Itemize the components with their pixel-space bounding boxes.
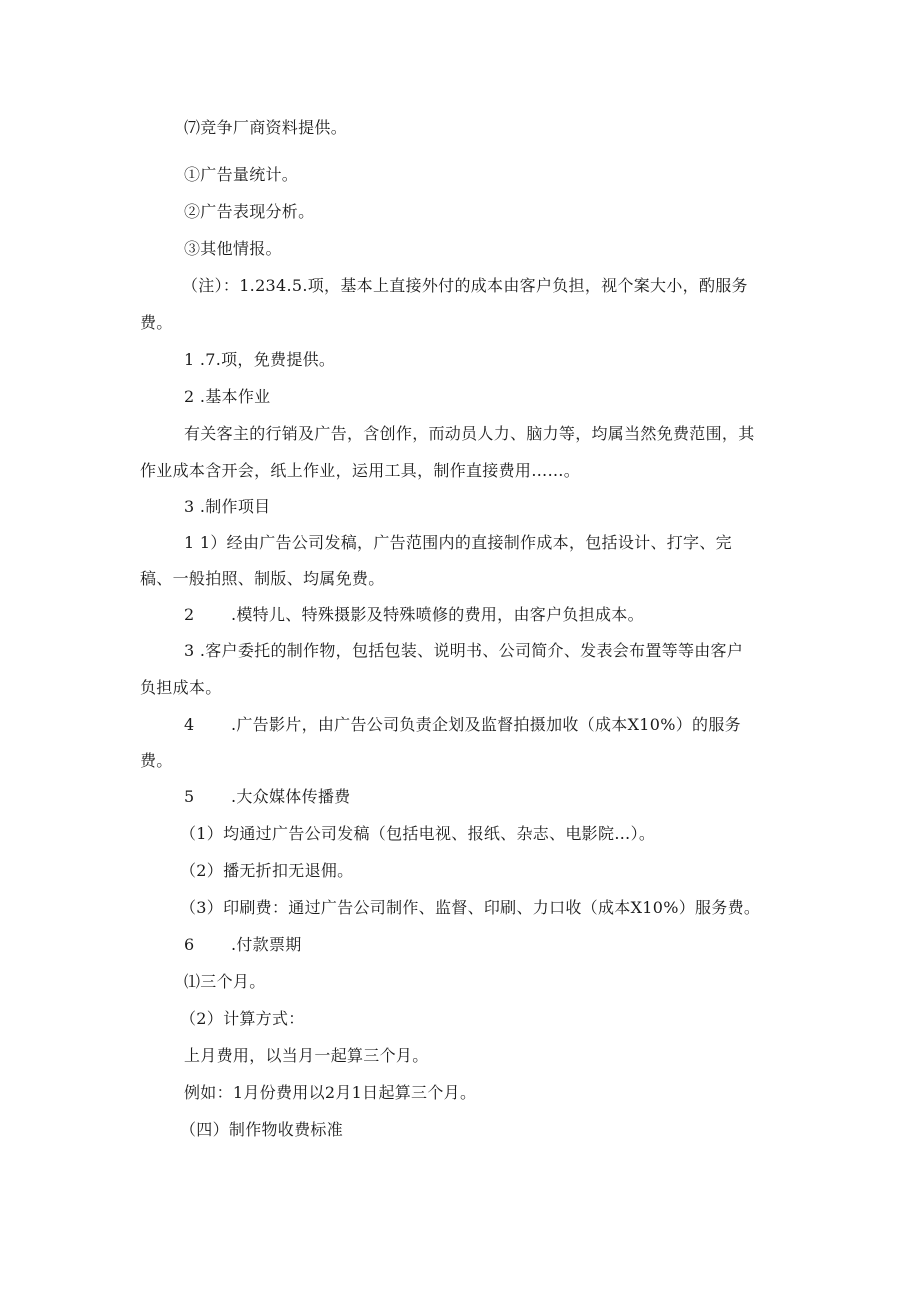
list-text: .模特儿、特殊摄影及特殊喷修的费用，由客户负担成本。 [231, 605, 644, 624]
text-line: ③其他情报。 [184, 239, 282, 258]
section-heading: （四）制作物收费标准 [180, 1120, 344, 1139]
list-text: .广告影片，由广告公司负责企划及监督拍摄加收（成本X10%）的服务 [231, 715, 741, 734]
text-line: 3 .客户委托的制作物，包括包装、说明书、公司简介、发表会布置等等由客户 [184, 641, 744, 660]
list-number: 2 [184, 605, 195, 624]
section-heading: 2 .基本作业 [184, 387, 271, 406]
list-text: .付款票期 [231, 935, 302, 954]
text-line: （2）播无折扣无退佣。 [180, 861, 354, 880]
text-line: 有关客主的行销及广告，含创作，而动员人力、脑力等，均属当然免费范围，其 [184, 424, 755, 443]
list-number: 6 [184, 935, 195, 954]
text-line: 稿、一般拍照、制版、均属免费。 [140, 569, 385, 588]
text-line: 负担成本。 [140, 678, 222, 697]
text-line: ⑺竞争厂商资料提供。 [184, 118, 348, 137]
list-item [184, 787, 351, 807]
list-item [184, 605, 644, 625]
section-heading: 3 .制作项目 [184, 497, 271, 516]
text-line: （注）：1.234.5.项，基本上直接外付的成本由客户负担，视个案大小，酌服务 [182, 276, 748, 295]
text-line: 上月费用，以当月一起算三个月。 [184, 1046, 429, 1065]
text-line: 作业成本含开会，纸上作业，运用工具，制作直接费用……。 [140, 461, 581, 480]
list-number: 4 [184, 715, 195, 734]
text-line: 例如：1月份费用以2月1日起算三个月。 [184, 1083, 477, 1102]
text-line: ②广告表现分析。 [184, 202, 315, 221]
list-number: 5 [184, 787, 195, 806]
text-line: 1 1）经由广告公司发稿，广告范围内的直接制作成本，包括设计、打字、完 [184, 533, 732, 552]
text-line: 费。 [140, 751, 173, 770]
text-line: （3）印刷费：通过广告公司制作、监督、印刷、力口收（成本X10%）服务费。 [180, 898, 761, 917]
text-line: 1 .7.项，免费提供。 [184, 350, 336, 369]
text-line: 费。 [140, 313, 173, 332]
text-line: ①广告量统计。 [184, 165, 299, 184]
text-line: （1）均通过广告公司发稿（包括电视、报纸、杂志、电影院…）。 [180, 824, 656, 843]
text-line: （2）计算方式： [180, 1009, 305, 1028]
list-item [184, 715, 741, 735]
list-item [184, 935, 302, 955]
text-line: ⑴三个月。 [184, 972, 266, 991]
list-text: .大众媒体传播费 [231, 787, 351, 806]
